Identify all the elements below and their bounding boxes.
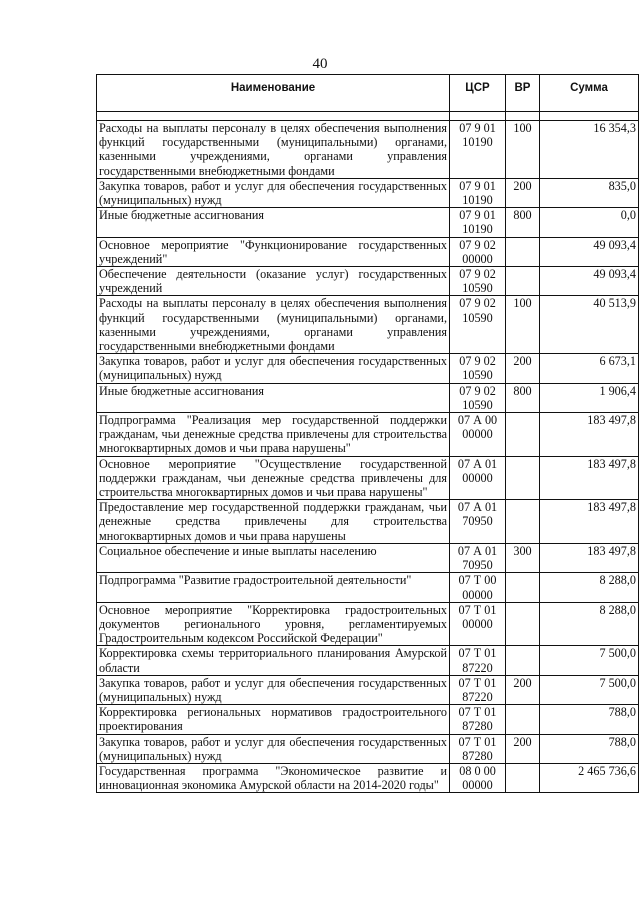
spacer-cell: [450, 112, 506, 121]
cell-sum: 8 288,0: [540, 602, 639, 646]
cell-sum: 8 288,0: [540, 573, 639, 602]
cell-csr: 07 9 02 10590: [450, 296, 506, 354]
table-header: [97, 75, 639, 112]
cell-csr: 07 А 01 70950: [450, 543, 506, 572]
table-row: [97, 573, 639, 602]
header-csr: ЦСР: [450, 75, 506, 112]
spacer-cell: [540, 112, 639, 121]
cell-csr: 08 0 00 00000: [450, 763, 506, 792]
cell-csr: 07 9 01 10190: [450, 178, 506, 207]
header-vr: ВР: [506, 75, 540, 112]
cell-vr: 200: [506, 734, 540, 763]
cell-vr: 100: [506, 121, 540, 179]
cell-sum: 2 465 736,6: [540, 763, 639, 792]
cell-name: Основное мероприятие "Осуществление государственной поддержки гражданам, чьи денежные средства привлечены для строительства многоквартирных домов и чьи права нарушены": [97, 456, 450, 500]
cell-vr: 200: [506, 178, 540, 207]
table-row: [97, 296, 639, 354]
table-row: [97, 237, 639, 266]
cell-csr: 07 Т 01 87220: [450, 675, 506, 704]
cell-sum: 183 497,8: [540, 456, 639, 500]
cell-vr: [506, 646, 540, 675]
table-row: [97, 646, 639, 675]
cell-csr: 07 9 02 10590: [450, 354, 506, 383]
table-row: [97, 208, 639, 237]
cell-vr: [506, 413, 540, 457]
cell-vr: [506, 573, 540, 602]
cell-name: Предоставление мер государственной поддержки гражданам, чьи денежные средства привлечены для строительства многоквартирных домов и чьи права нарушены: [97, 500, 450, 544]
cell-vr: 200: [506, 675, 540, 704]
cell-sum: 49 093,4: [540, 267, 639, 296]
cell-name: Расходы на выплаты персоналу в целях обеспечения выполнения функций государственными (муниципальными) органами, казенными учреждениями, органами управления государственными внебюджетными фондами: [97, 121, 450, 179]
cell-sum: 0,0: [540, 208, 639, 237]
page-number: 40: [312, 56, 328, 72]
budget-table-container: [96, 74, 639, 793]
cell-vr: [506, 602, 540, 646]
cell-name: Государственная программа "Экономическое развитие и инновационная экономика Амурской области на 2014-2020 годы": [97, 763, 450, 792]
cell-name: Подпрограмма "Реализация мер государственной поддержки гражданам, чьи денежные средства привлечены для строительства многоквартирных домов и чьи права нарушены": [97, 413, 450, 457]
header-sum: Сумма: [540, 75, 639, 112]
cell-csr: 07 9 01 10190: [450, 208, 506, 237]
cell-vr: [506, 500, 540, 544]
cell-sum: 49 093,4: [540, 237, 639, 266]
cell-vr: 200: [506, 354, 540, 383]
cell-name: Основное мероприятие "Функционирование государственных учреждений": [97, 237, 450, 266]
table-body: [97, 112, 639, 793]
cell-sum: 183 497,8: [540, 500, 639, 544]
cell-sum: 7 500,0: [540, 646, 639, 675]
cell-csr: 07 Т 01 00000: [450, 602, 506, 646]
cell-sum: 183 497,8: [540, 413, 639, 457]
table-row: [97, 354, 639, 383]
cell-name: Закупка товаров, работ и услуг для обеспечения государственных (муниципальных) нужд: [97, 178, 450, 207]
cell-name: Иные бюджетные ассигнования: [97, 383, 450, 412]
cell-vr: [506, 237, 540, 266]
table-row: [97, 500, 639, 544]
table-row: [97, 705, 639, 734]
cell-sum: 788,0: [540, 705, 639, 734]
cell-csr: 07 9 01 10190: [450, 121, 506, 179]
cell-name: Социальное обеспечение и иные выплаты населению: [97, 543, 450, 572]
cell-csr: 07 А 00 00000: [450, 413, 506, 457]
cell-name: Подпрограмма "Развитие градостроительной деятельности": [97, 573, 450, 602]
table-row: [97, 675, 639, 704]
cell-sum: 788,0: [540, 734, 639, 763]
header-row: [97, 75, 639, 112]
cell-sum: 16 354,3: [540, 121, 639, 179]
cell-vr: [506, 456, 540, 500]
cell-sum: 7 500,0: [540, 675, 639, 704]
cell-csr: 07 9 02 10590: [450, 383, 506, 412]
cell-vr: [506, 705, 540, 734]
cell-sum: 6 673,1: [540, 354, 639, 383]
cell-name: Корректировка схемы территориального планирования Амурской области: [97, 646, 450, 675]
header-spacer-row: [97, 112, 639, 121]
table-row: [97, 543, 639, 572]
header-name: Наименование: [97, 75, 450, 112]
cell-name: Расходы на выплаты персоналу в целях обеспечения выполнения функций государственными (муниципальными) органами, казенными учреждениями, органами управления государственными внебюджетными фондами: [97, 296, 450, 354]
budget-table: [96, 74, 639, 793]
cell-vr: 300: [506, 543, 540, 572]
cell-name: Иные бюджетные ассигнования: [97, 208, 450, 237]
table-row: [97, 602, 639, 646]
cell-vr: [506, 763, 540, 792]
cell-name: Закупка товаров, работ и услуг для обеспечения государственных (муниципальных) нужд: [97, 675, 450, 704]
cell-csr: 07 Т 00 00000: [450, 573, 506, 602]
cell-vr: 800: [506, 383, 540, 412]
cell-sum: 40 513,9: [540, 296, 639, 354]
table-row: [97, 456, 639, 500]
cell-sum: 1 906,4: [540, 383, 639, 412]
cell-name: Корректировка региональных нормативов градостроительного проектирования: [97, 705, 450, 734]
cell-csr: 07 9 02 00000: [450, 237, 506, 266]
cell-csr: 07 9 02 10590: [450, 267, 506, 296]
table-row: [97, 734, 639, 763]
cell-name: Обеспечение деятельности (оказание услуг) государственных учреждений: [97, 267, 450, 296]
spacer-cell: [97, 112, 450, 121]
cell-vr: [506, 267, 540, 296]
cell-name: Закупка товаров, работ и услуг для обеспечения государственных (муниципальных) нужд: [97, 734, 450, 763]
cell-vr: 100: [506, 296, 540, 354]
cell-vr: 800: [506, 208, 540, 237]
cell-sum: 183 497,8: [540, 543, 639, 572]
spacer-cell: [506, 112, 540, 121]
table-row: [97, 267, 639, 296]
cell-csr: 07 Т 01 87220: [450, 646, 506, 675]
table-row: [97, 763, 639, 792]
table-row: [97, 121, 639, 179]
cell-csr: 07 Т 01 87280: [450, 705, 506, 734]
table-row: [97, 413, 639, 457]
cell-csr: 07 А 01 00000: [450, 456, 506, 500]
cell-name: Основное мероприятие "Корректировка градостроительных документов регионального уровня, регламентируемых Градостроительным кодексом Российской Федерации": [97, 602, 450, 646]
cell-csr: 07 А 01 70950: [450, 500, 506, 544]
cell-csr: 07 Т 01 87280: [450, 734, 506, 763]
cell-name: Закупка товаров, работ и услуг для обеспечения государственных (муниципальных) нужд: [97, 354, 450, 383]
cell-sum: 835,0: [540, 178, 639, 207]
table-row: [97, 178, 639, 207]
table-row: [97, 383, 639, 412]
